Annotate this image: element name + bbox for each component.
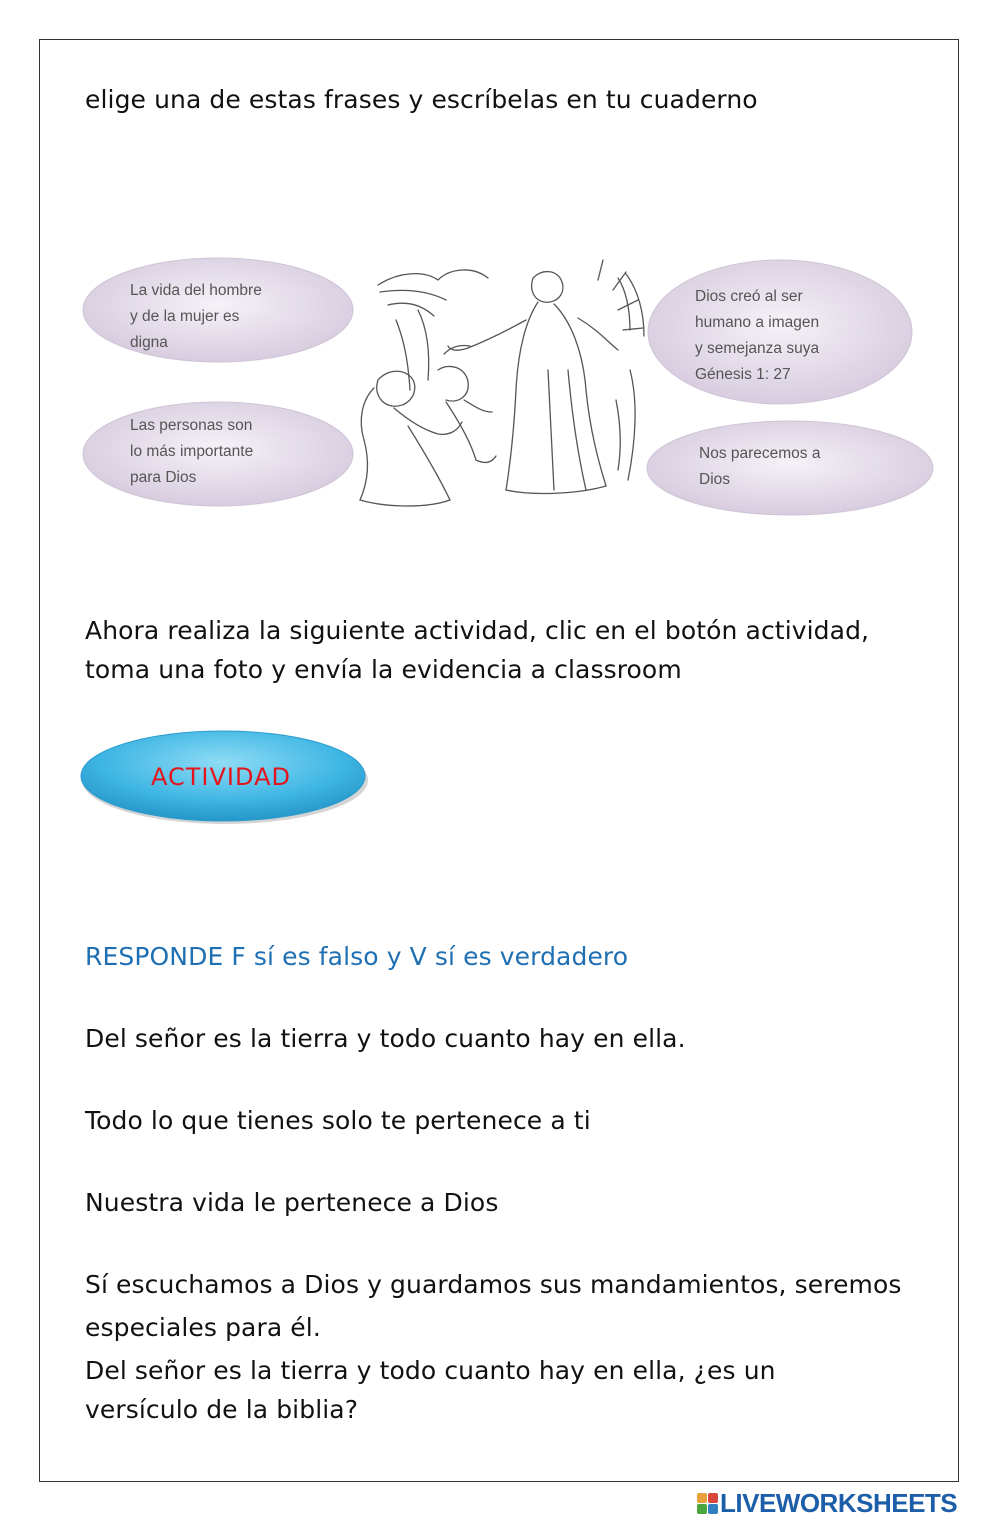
quiz-heading: RESPONDE F sí es falso y V sí es verdadero [85, 942, 629, 971]
quiz-statement-1: Del señor es la tierra y todo cuanto hay en ella. [85, 1024, 686, 1053]
bubble-2-line-1: Las personas son [130, 417, 253, 434]
speech-bubble-2 [83, 402, 353, 506]
bubble-3-line-1: Dios creó al ser [695, 288, 803, 305]
speech-bubble-4 [647, 421, 933, 515]
bubble-1-line-1: La vida del hombre [130, 282, 262, 299]
bubble-3-line-2: humano a imagen [695, 314, 820, 331]
creation-drawing [360, 260, 644, 506]
liveworksheets-brand-text: LIVEWORKSHEETS [720, 1487, 958, 1518]
liveworksheets-logo-icon [697, 1493, 718, 1514]
quiz-statement-5-line-1: Del señor es la tierra y todo cuanto hay en ella, ¿es un [85, 1356, 776, 1385]
quiz-statement-4-line-1: Sí escuchamos a Dios y guardamos sus mandamientos, seremos [85, 1270, 902, 1299]
activity-instruction-line-1: Ahora realiza la siguiente actividad, clic en el botón actividad, [85, 616, 870, 645]
bubble-2-line-2: lo más importante [130, 443, 254, 460]
bubble-4-line-2: Dios [699, 471, 731, 488]
quiz-statement-5-line-2: versículo de la biblia? [85, 1395, 359, 1424]
bubble-1-line-3: digna [130, 334, 168, 351]
intro-instruction: elige una de estas frases y escríbelas en tu cuaderno [85, 85, 758, 114]
illustration-figure [78, 250, 944, 530]
bubble-4-line-1: Nos parecemos a [699, 445, 821, 462]
actividad-button-label: ACTIVIDAD [151, 763, 291, 791]
actividad-button[interactable] [80, 728, 370, 826]
speech-bubble-3 [648, 260, 912, 404]
quiz-statement-3: Nuestra vida le pertenece a Dios [85, 1188, 499, 1217]
liveworksheets-logo [697, 1488, 957, 1518]
quiz-statement-4-line-2: especiales para él. [85, 1313, 321, 1342]
bubble-3-line-4: Génesis 1: 27 [695, 366, 791, 383]
bubble-3-line-3: y semejanza suya [695, 340, 820, 357]
bubble-2-line-3: para Dios [130, 469, 197, 486]
quiz-statement-2: Todo lo que tienes solo te pertenece a ti [85, 1106, 591, 1135]
speech-bubble-1 [83, 258, 353, 362]
bubble-1-line-2: y de la mujer es [130, 308, 240, 325]
activity-instruction-line-2: toma una foto y envía la evidencia a classroom [85, 655, 682, 684]
